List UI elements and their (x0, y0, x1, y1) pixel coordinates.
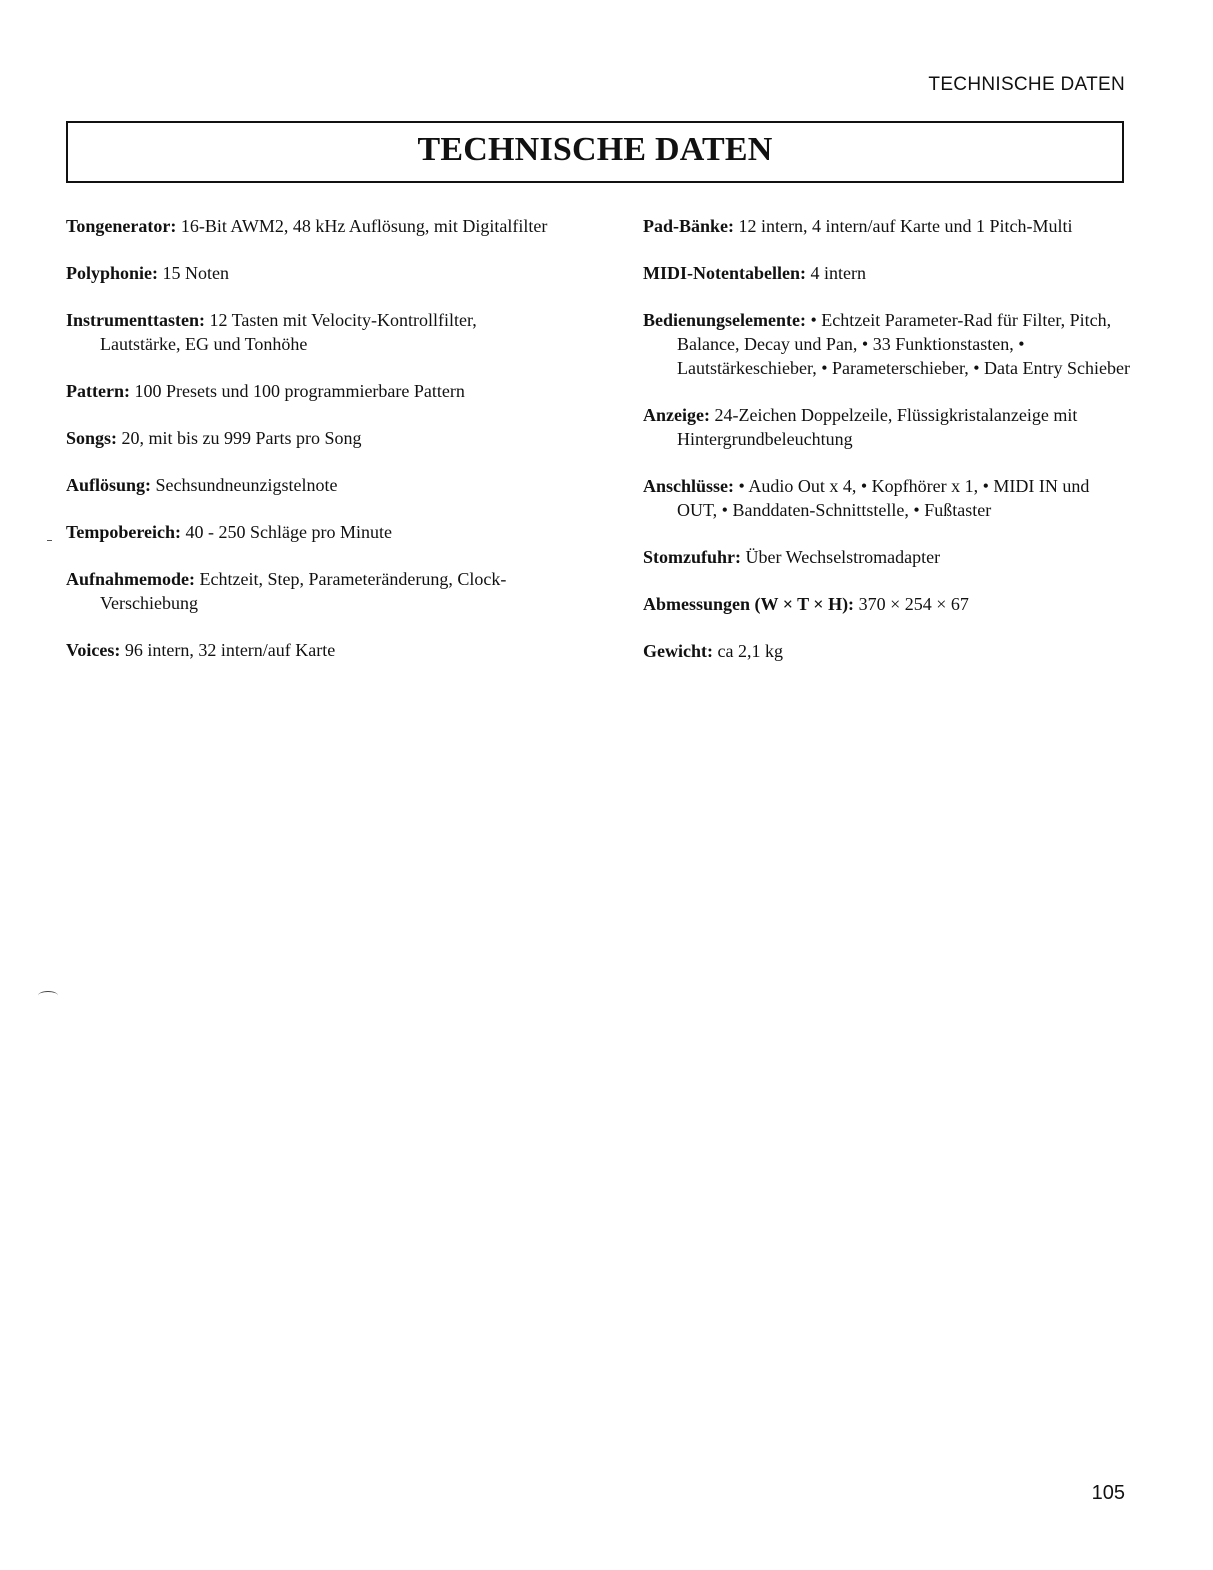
spec-label: Pad-Bänke: (643, 216, 735, 236)
spec-label: MIDI-Notentabellen: (643, 263, 806, 283)
spec-tongenerator (66, 214, 556, 238)
spec-label: Tempobereich: (66, 522, 181, 542)
spec-anzeige (643, 403, 1131, 451)
spec-pattern (66, 379, 556, 403)
spec-aufnahmemode (66, 567, 556, 615)
page-number: 105 (1091, 1482, 1125, 1504)
spec-abmessungen (643, 592, 1131, 616)
spec-value: 12 Tasten mit Velocity-Kontrollfilter, Lautstärke, EG und Tonhöhe (100, 310, 477, 354)
spec-label: Gewicht: (643, 641, 713, 661)
specs-left-column (66, 214, 556, 685)
spec-tempobereich (66, 520, 556, 544)
spec-polyphonie (66, 261, 556, 285)
spec-midi-notentabellen (643, 261, 1131, 285)
spec-value: 15 Noten (162, 263, 230, 283)
spec-value: 4 intern (810, 263, 866, 283)
spec-value: 20, mit bis zu 999 Parts pro Song (121, 428, 362, 448)
spec-label: Pattern: (66, 381, 130, 401)
spec-label: Abmessungen (W × T × H): (643, 594, 855, 614)
spec-value: • Echtzeit Parameter-Rad für Filter, Pitch, Balance, Decay und Pan, • 33 Funktionstasten, • Lautstärkeschieber, • Parameterschieber, • Data Entry Schieber (677, 310, 1130, 378)
scan-artifact-dash (47, 540, 52, 541)
spec-label: Auflösung: (66, 475, 152, 495)
spec-label: Songs: (66, 428, 118, 448)
spec-value: 16-Bit AWM2, 48 kHz Auflösung, mit Digitalfilter (180, 216, 548, 236)
spec-label: Anzeige: (643, 405, 710, 425)
spec-value: Sechsundneunzigstelnote (155, 475, 338, 495)
scan-artifact-curve (38, 991, 58, 1000)
spec-bedienungselemente (643, 308, 1131, 380)
spec-value: 370 × 254 × 67 (858, 594, 969, 614)
spec-voices (66, 638, 556, 662)
spec-gewicht (643, 639, 1131, 663)
spec-value: Echtzeit, Step, Parameteränderung, Clock-Verschiebung (100, 569, 507, 613)
spec-pad-baenke (643, 214, 1131, 238)
spec-value: 40 - 250 Schläge pro Minute (185, 522, 392, 542)
spec-label: Voices: (66, 640, 121, 660)
page-title: TECHNISCHE DATEN (417, 131, 773, 168)
spec-label: Anschlüsse: (643, 476, 735, 496)
spec-label: Aufnahmemode: (66, 569, 195, 589)
spec-value: 100 Presets und 100 programmierbare Pattern (134, 381, 465, 401)
spec-value: • Audio Out x 4, • Kopfhörer x 1, • MIDI IN und OUT, • Banddaten-Schnittstelle, • Fußtaster (677, 476, 1090, 520)
spec-songs (66, 426, 556, 450)
spec-value: 96 intern, 32 intern/auf Karte (124, 640, 336, 660)
spec-value: 12 intern, 4 intern/auf Karte und 1 Pitch-Multi (738, 216, 1073, 236)
spec-label: Tongenerator: (66, 216, 177, 236)
page-title-box (66, 121, 1124, 183)
spec-label: Polyphonie: (66, 263, 159, 283)
spec-value: Über Wechselstromadapter (745, 547, 941, 567)
spec-label: Instrumenttasten: (66, 310, 205, 330)
specs-right-column (643, 214, 1131, 686)
spec-label: Stomzufuhr: (643, 547, 741, 567)
spec-label: Bedienungselemente: (643, 310, 806, 330)
spec-instrumenttasten (66, 308, 556, 356)
running-header: TECHNISCHE DATEN (928, 74, 1125, 95)
spec-anschluesse (643, 474, 1131, 522)
spec-value: ca 2,1 kg (717, 641, 783, 661)
spec-value: 24-Zeichen Doppelzeile, Flüssigkristalanzeige mit Hintergrundbeleuchtung (677, 405, 1078, 449)
spec-stomzufuhr (643, 545, 1131, 569)
spec-aufloesung (66, 473, 556, 497)
